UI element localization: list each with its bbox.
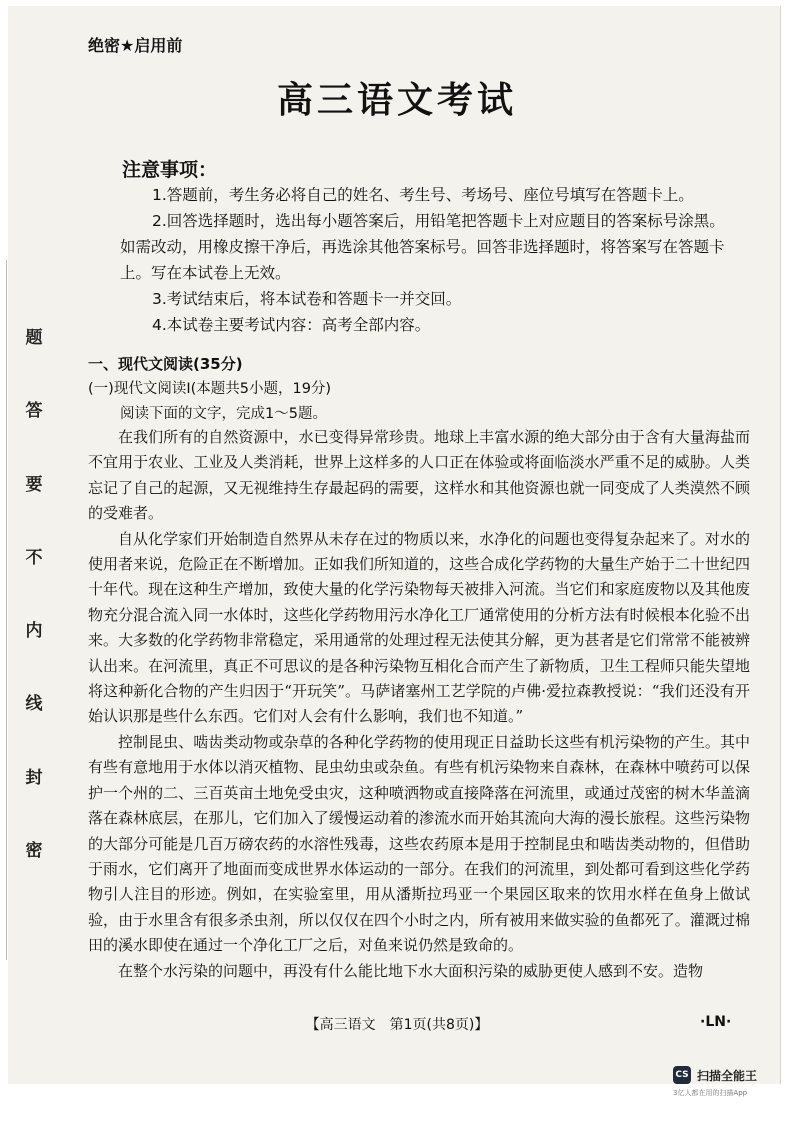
watermark-tagline: 3亿人都在用的扫描App (673, 1089, 748, 1097)
binding-char: 内 (25, 621, 43, 642)
notice-item: 4.本试卷主要考试内容：高考全部内容。 (152, 316, 431, 334)
notice-list (120, 182, 732, 338)
passage-paragraph: 自从化学家们开始制造自然界从未存在过的物质以来，水净化的问题也变得复杂起来了。对水的使用者来说，危险正在不断增加。正如我们所知道的，这些合成化学药物的大量生产始于二十世纪四十年代。现在这种生产增加，致使大量的化学污染物每天被排入河流。当它们和家庭废物以及其他废物充分混合流入同一水体时，这些化学药物用污水净化工厂通常使用的分析方法有时候根本化验不出来。大多数的化学药物非常稳定，采用通常的处理过程无法使其分解，更为甚者是它们常常不能被辨认出来。在河流里，真正不可思议的是各种污染物互相化合而产生了新物质，卫生工程师只能失望地将这种新化合物的产生归因于“开玩笑”。马萨诸塞州工艺学院的卢佛·爱拉森教授说：“我们还没有开始认识那是些什么东西。它们对人会有什么影响，我们也不知道。” (88, 529, 750, 726)
binding-char: 题 (25, 328, 43, 348)
binding-margin (14, 330, 54, 860)
binding-line (6, 260, 7, 960)
binding-char: 封 (25, 767, 43, 788)
passage-paragraph: 在我们所有的自然资源中，水已变得异常珍贵。地球上丰富水源的绝大部分由于含有大量海盐而不宜用于农业、工业及人类消耗，世界上这样多的人口正在体验或将面临淡水严重不足的威胁。人类忘记了自己的起源，又无视维持生存最起码的需要，这样水和其他资源也就一同变成了人类漠然不顾的受难者。 (88, 428, 750, 523)
watermark-brand: 扫描全能王 (697, 1068, 758, 1083)
sub-heading: (一)现代文阅读Ⅰ(本题共5小题，19分) (88, 381, 332, 397)
passage-paragraph: 在整个水污染的问题中，再没有什么能比地下水大面积污染的威胁更使人感到不安。造物 (118, 961, 704, 980)
binding-char: 要 (25, 474, 43, 495)
scanner-watermark (673, 1066, 757, 1084)
binding-char: 答 (25, 401, 43, 422)
camscanner-logo-icon: CS (673, 1066, 691, 1084)
notice-heading: 注意事项： (122, 159, 218, 181)
binding-char: 线 (25, 694, 43, 715)
notice-item: 2.回答选择题时，选出每小题答案后，用铅笔把答题卡上对应题目的答案标号涂黑。如需改动，用橡皮擦干净后，再选涂其他答案标号。回答非选择题时，将答案写在答题卡上。写在本试卷上无效。 (120, 212, 725, 282)
binding-char: 不 (25, 547, 43, 568)
secret-mark: 绝密★启用前 (88, 36, 183, 55)
binding-char: 密 (25, 840, 43, 861)
instruction: 阅读下面的文字，完成1～5题。 (120, 406, 327, 422)
reading-passage (88, 425, 750, 984)
page-title: 高三语文考试 (276, 80, 517, 121)
notice-item: 3.考试结束后，将本试卷和答题卡一并交回。 (152, 290, 462, 308)
section-heading: 一、现代文阅读(35分) (88, 355, 243, 373)
page-info: 【高三语文 第1页(共8页)】 (305, 1017, 489, 1033)
exam-code: ·LN· (700, 1014, 732, 1030)
passage-paragraph: 控制昆虫、啮齿类动物或杂草的各种化学药物的使用现正日益助长这些有机污染物的产生。其中有些有意地用于水体以消灭植物、昆虫幼虫或杂鱼。有些有机污染物来自森林，在森林中喷药可以保护一个州的二、三百英亩土地免受虫灾，这种喷洒物或直接降落在河流里，或通过茂密的树木华盖滴落在森林底层，在那儿，它们加入了缓慢运动着的渗流水而开始其流向大海的漫长旅程。这些污染物的大部分可能是几百万磅农药的水溶性残毒，这些农药原本是用于控制昆虫和啮齿类动物的，但借助于雨水，它们离开了地面而变成世界水体运动的一部分。在我们的河流里，到处都可看到这些化学药物引人注目的形迹。例如，在实验室里，用从潘斯拉玛亚一个果园区取来的饮用水样在鱼身上做试验，由于水里含有很多杀虫剂，所以仅仅在四个小时之内，所有被用来做实验的鱼都死了。灌溉过棉田的溪水即使在通过一个净化工厂之后，对鱼来说仍然是致命的。 (88, 732, 750, 955)
notice-item: 1.答题前，考生务必将自己的姓名、考生号、考场号、座位号填写在答题卡上。 (152, 186, 694, 204)
